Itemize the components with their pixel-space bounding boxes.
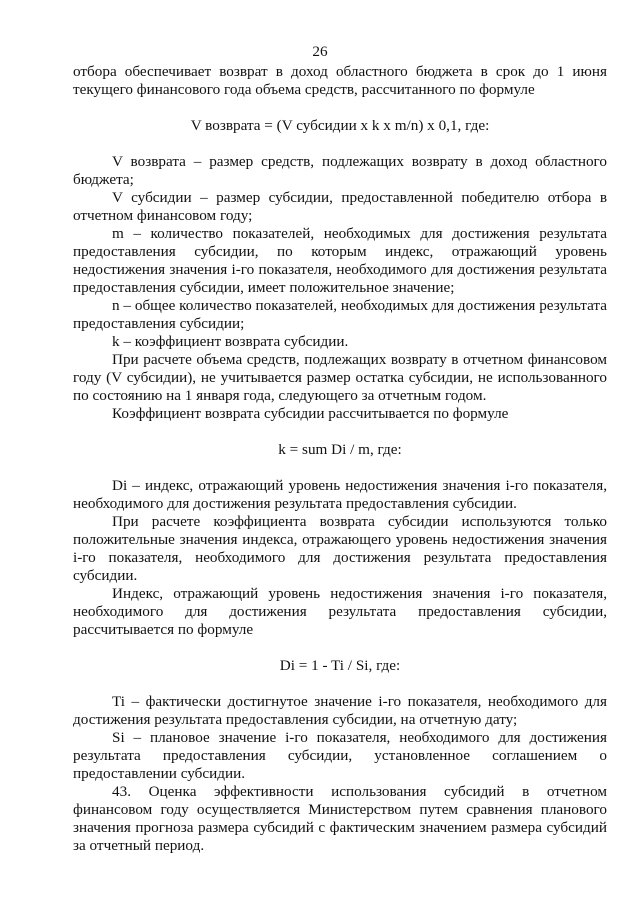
definition-m: m – количество показателей, необходимых для достижения результата предоставления субсидии, по которым индекс, отражающий уровень недостижения значения i-го показателя, необходимого для достижения результата предоставления субсидии, имеет положительное значение;	[73, 225, 607, 296]
definition-n: n – общее количество показателей, необходимых для достижения результата предоставления субсидии;	[73, 297, 607, 332]
page-number: 26	[312, 43, 328, 60]
paragraph-remainder-note: При расчете объема средств, подлежащих возврату в отчетном финансовом году (V субсидии), не учитывается размер остатка субсидии, не использованного по состоянию на 1 января года, следующего за отчетным годом.	[73, 351, 607, 404]
paragraph-positive-values: При расчете коэффициента возврата субсидии используются только положительные значения индекса, отражающего уровень недостижения значения i-го показателя, необходимого для достижения результата предоставления субсидии.	[73, 513, 607, 584]
definition-v-return: V возврата – размер средств, подлежащих возврату в доход областного бюджета;	[73, 153, 607, 188]
paragraph-k-intro: Коэффициент возврата субсидии рассчитывается по формуле	[112, 405, 509, 422]
definition-ti: Ti – фактически достигнутое значение i-го показателя, необходимого для достижения результата предоставления субсидии, на отчетную дату;	[73, 693, 607, 728]
paragraph-43: 43. Оценка эффективности использования субсидий в отчетном финансовом году осуществляется Министерством путем сравнения планового значения прогноза размера субсидий с фактическим значением размера субсидий за отчетный период.	[73, 783, 607, 854]
document-body	[73, 63, 607, 855]
definition-k: k – коэффициент возврата субсидии.	[112, 333, 349, 350]
definition-v-subsidy: V субсидии – размер субсидии, предоставленной победителю отбора в отчетном финансовом году;	[73, 189, 607, 224]
definition-si: Si – плановое значение i-го показателя, необходимого для достижения результата предоставления субсидии, установленное соглашением о предоставлении субсидии.	[73, 729, 607, 782]
paragraph-intro: отбора обеспечивает возврат в доход областного бюджета в срок до 1 июня текущего финансового года объема средств, рассчитанного по формуле	[73, 63, 607, 98]
formula-k: k = sum Di / m, где:	[278, 441, 402, 458]
definition-di: Di – индекс, отражающий уровень недостижения значения i-го показателя, необходимого для достижения результата предоставления субсидии.	[73, 477, 607, 512]
paragraph-di-intro: Индекс, отражающий уровень недостижения значения i-го показателя, необходимого для достижения результата предоставления субсидии, рассчитывается по формуле	[73, 585, 607, 638]
formula-di: Di = 1 - Ti / Si, где:	[279, 657, 401, 674]
formula-v-return: V возврата = (V субсидии x k x m/n) x 0,1, где:	[190, 117, 490, 134]
